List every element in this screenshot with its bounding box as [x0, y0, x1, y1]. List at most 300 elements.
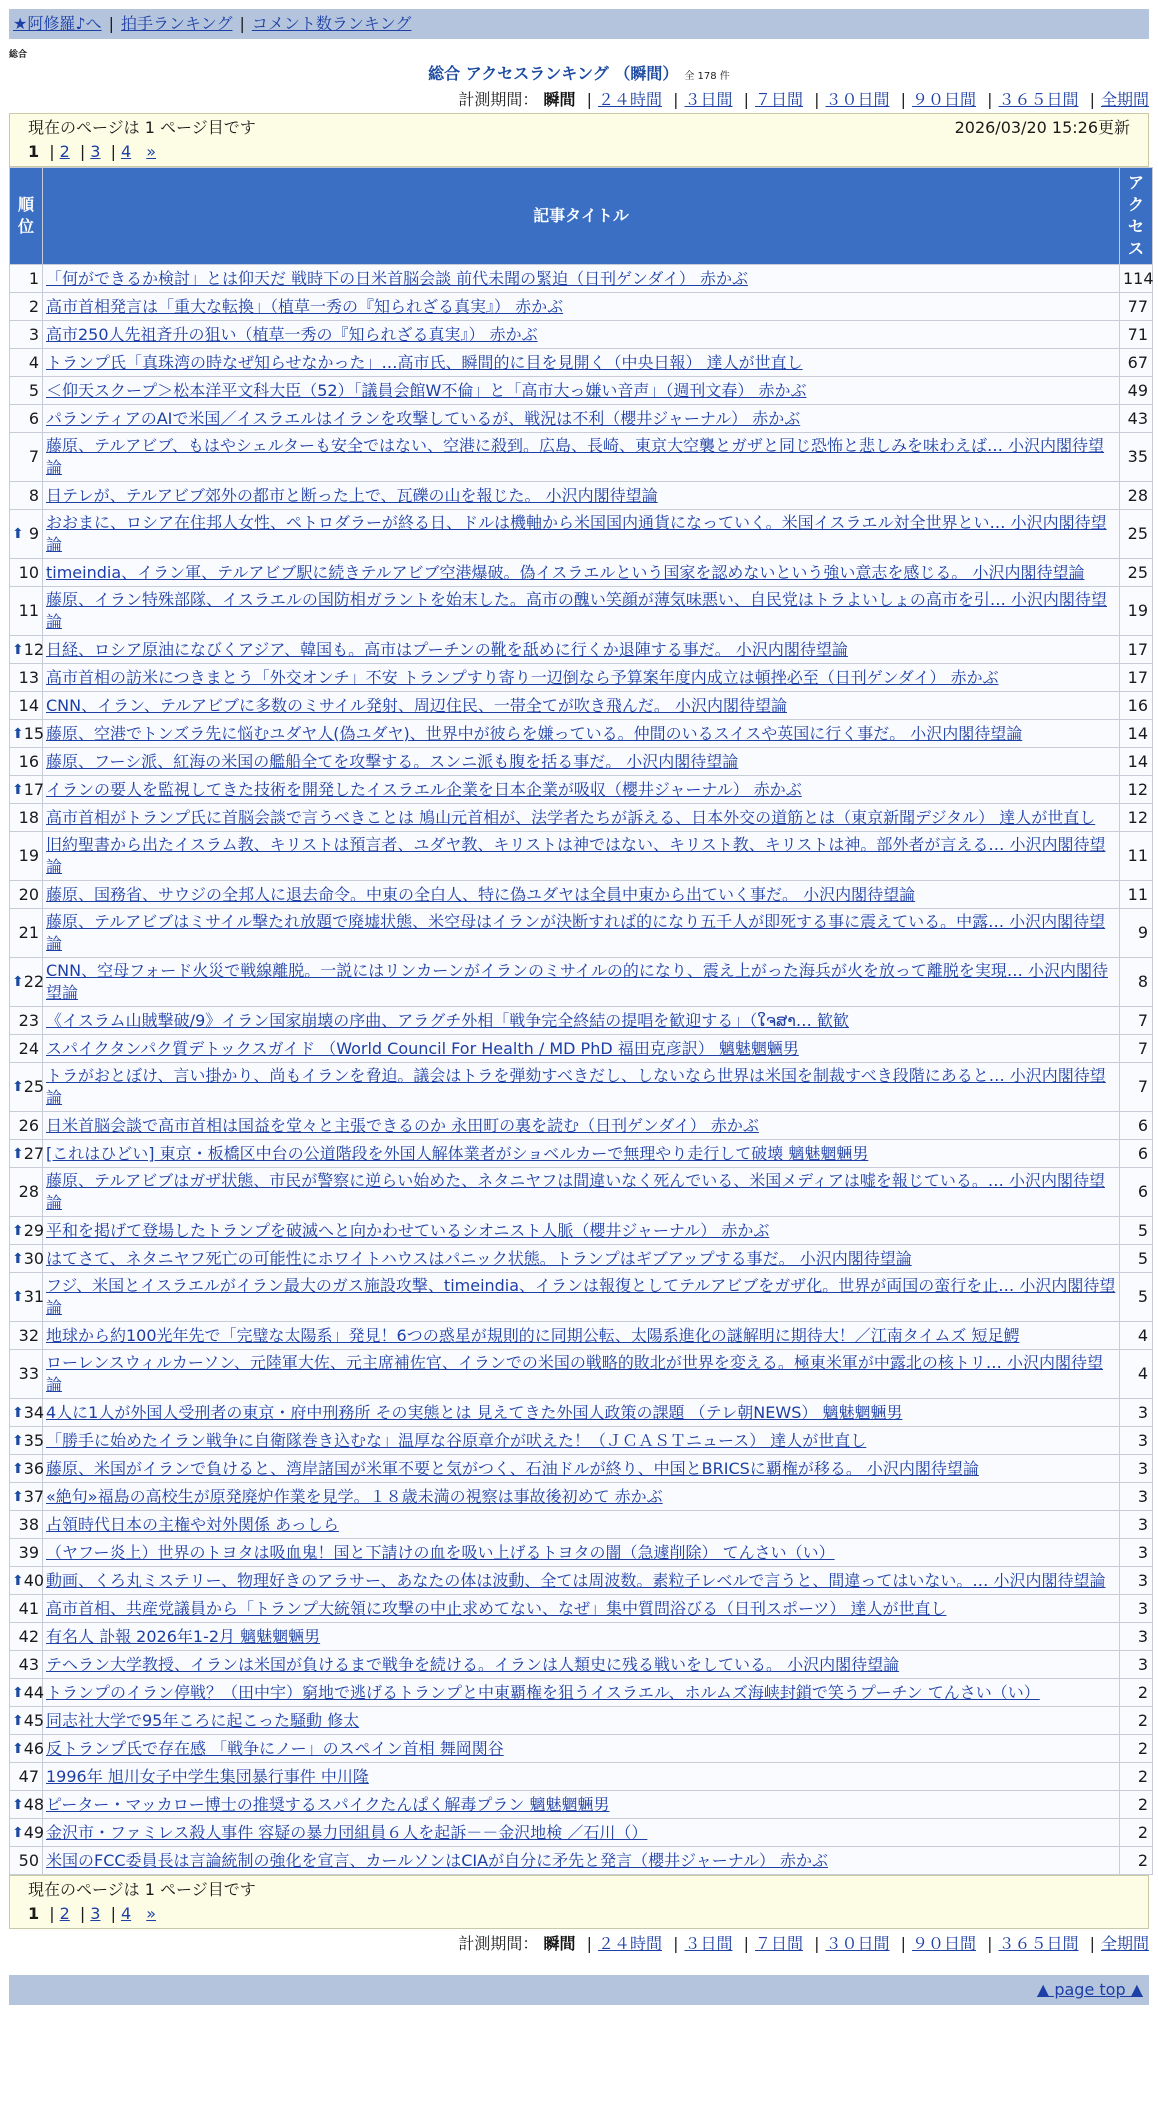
- up-arrow-icon: ⬆: [12, 1488, 24, 1505]
- access-count: 3: [1120, 1539, 1152, 1566]
- table-row: [10, 1245, 1152, 1272]
- table-row: [10, 804, 1152, 831]
- up-arrow-icon: ⬆: [12, 1572, 24, 1589]
- nav-link-comment-ranking[interactable]: コメント数ランキング: [251, 14, 412, 33]
- rank-number: 12: [23, 639, 45, 659]
- table-row: [10, 1483, 1152, 1510]
- table-row: [10, 405, 1152, 432]
- pager-bottom: 現在のページは 1 ページ目です 1 | 2 | 3 | 4 »: [9, 1875, 1149, 1929]
- table-row: [10, 1035, 1152, 1062]
- rank-number: 22: [23, 972, 45, 991]
- title-cell: [43, 1007, 1119, 1034]
- rank-cell: [10, 1007, 42, 1034]
- access-count: 17: [1120, 664, 1152, 691]
- rank-cell: [10, 587, 42, 635]
- access-count: 14: [1120, 720, 1152, 747]
- article-link[interactable]: 藤原、国務省、サウジの全邦人に退去命令。中東の全白人、特に偽ユダヤは全員中東から出ていく事だ。 小沢内閣待望論: [46, 884, 916, 904]
- rank-cell: [10, 482, 42, 509]
- rank-number: 45: [23, 1710, 45, 1730]
- title-cell: [43, 1217, 1119, 1244]
- page-status: 現在のページは 1 ページ目です: [28, 1880, 256, 1899]
- rank-cell: [10, 1168, 42, 1216]
- rank-number: 18: [18, 807, 39, 827]
- rank-cell: [10, 265, 42, 292]
- article-link[interactable]: 日米首脳会談で高市首相は国益を堂々と主張できるのか 永田町の裏を読む（日刊ゲンダイ） 赤かぶ: [46, 1115, 759, 1135]
- article-link[interactable]: 有名人 訃報 2026年1-2月 魑魅魍魎男: [46, 1626, 321, 1646]
- access-count: 4: [1120, 1350, 1152, 1398]
- page-top-link[interactable]: ▲ page top ▲: [1036, 1980, 1143, 1999]
- table-row: [10, 1217, 1152, 1244]
- table-row: [10, 748, 1152, 775]
- article-link[interactable]: ローレンスウィルカーソン、元陸軍大佐、元主席補佐官、イランでの米国の戦略的敗北が世界を変える。極東米軍が中露北の核トリ… 小沢内閣待望論: [46, 1353, 1104, 1394]
- rank-number: 5: [28, 380, 39, 400]
- article-link[interactable]: トランプのイラン停戦？（田中宇）窮地で逃げるトランプと中東覇権を狙うイスラエル、ホルムズ海峡封鎖で笑うプーチン てんさい（い）: [46, 1682, 1040, 1702]
- nav-link-ashura[interactable]: ★阿修羅♪へ: [13, 14, 102, 33]
- article-link[interactable]: ピーター・マッカロー博士の推奨するスパイクたんぱく解毒プラン 魑魅魍魎男: [46, 1794, 610, 1814]
- table-row: [10, 1567, 1152, 1594]
- access-count: 25: [1120, 510, 1152, 558]
- title-cell: [43, 909, 1119, 957]
- rank-number: 2: [28, 296, 39, 316]
- rank-cell: [10, 1791, 45, 1818]
- access-count: 71: [1120, 321, 1152, 348]
- title-cell: [43, 1140, 1119, 1167]
- period-3d[interactable]: ３日間: [684, 90, 733, 109]
- article-link[interactable]: 高市首相の訪米につきまとう「外交オンチ」不安 トランプすり寄り一辺倒なら予算案年度内成立は頓挫必至（日刊ゲンダイ） 赤かぶ: [46, 667, 999, 687]
- up-arrow-icon: ⬆: [12, 1824, 24, 1841]
- rank-cell: [10, 1819, 45, 1846]
- rank-cell: [10, 1112, 42, 1139]
- article-link[interactable]: 日経、ロシア原油になびくアジア、韓国も。高市はプーチンの靴を舐めに行くか退陣する事だ。 小沢内閣待望論: [46, 639, 848, 659]
- total-count: 全 178 件: [684, 71, 730, 82]
- rank-cell: [10, 1035, 42, 1062]
- rank-cell: [10, 349, 42, 376]
- article-link[interactable]: トラがおとぼけ、言い掛かり、尚もイランを脅迫。議会はトラを弾劾すべきだし、しないなら世界は米国を制裁すべき段階にあると… 小沢内閣待望論: [46, 1066, 1106, 1107]
- access-count: 6: [1120, 1168, 1152, 1216]
- rank-cell: [10, 1217, 45, 1244]
- article-link[interactable]: 米国のFCC委員長は言論統制の強化を宣言、カールソンはCIAが自分に矛先と発言（櫻井ジャーナル） 赤かぶ: [46, 1850, 829, 1870]
- access-count: 7: [1120, 1007, 1152, 1034]
- access-count: 3: [1120, 1651, 1152, 1678]
- period-selector-top: 計測期間： 瞬間 | ２４時間 | ３日間 | ７日間 | ３０日間 | ９０日間 | ３６５日間 | 全期間: [458, 90, 1149, 109]
- title-cell: [43, 1651, 1119, 1678]
- access-count: 25: [1120, 559, 1152, 586]
- access-count: 9: [1120, 909, 1152, 957]
- table-row: [10, 559, 1152, 586]
- rank-cell: [10, 1511, 42, 1538]
- article-link[interactable]: 旧約聖書から出たイスラム教、キリストは預言者、ユダヤ教、キリストは神ではない、キリスト教、キリストは神。部外者が言える… 小沢内閣待望論: [46, 835, 1106, 876]
- table-row: [10, 720, 1152, 747]
- article-link[interactable]: 《イスラム山賊撃破/9》イラン国家崩壊の序曲、アラグチ外相「戦争完全終結の提唱を歓迎する」（ໃຈສາ… 歓歓: [46, 1010, 850, 1030]
- up-arrow-icon: ⬆: [12, 1079, 24, 1095]
- table-row: [10, 349, 1152, 376]
- rank-number: 50: [18, 1850, 39, 1870]
- up-arrow-icon: ⬆: [12, 1712, 24, 1729]
- page-link-4[interactable]: 4: [120, 1904, 132, 1923]
- rank-number: 14: [18, 695, 39, 715]
- rank-cell: [10, 909, 42, 957]
- table-row: [10, 1707, 1152, 1734]
- rank-cell: [10, 1707, 45, 1734]
- page-next[interactable]: »: [146, 142, 157, 161]
- article-link[interactable]: パランティアのAIで米国／イスラエルはイランを攻撃しているが、戦況は不利（櫻井ジャーナル） 赤かぶ: [46, 408, 801, 428]
- period-7d[interactable]: ７日間: [754, 90, 803, 109]
- rank-cell: [10, 804, 42, 831]
- rank-number: 31: [23, 1287, 45, 1306]
- page-link-3[interactable]: 3: [90, 1904, 101, 1923]
- col-header-title: 記事タイトル: [43, 168, 1119, 264]
- access-count: 3: [1120, 1455, 1152, 1482]
- rank-number: 3: [28, 324, 39, 344]
- title-cell: [43, 1399, 1119, 1426]
- rank-number: 38: [18, 1514, 39, 1534]
- title-cell: [43, 1427, 1119, 1454]
- period-365d[interactable]: ３６５日間: [998, 1934, 1079, 1953]
- rank-cell: [10, 1735, 45, 1762]
- rank-number: 27: [23, 1143, 45, 1163]
- article-link[interactable]: フジ、米国とイスラエルがイラン最大のガス施設攻撃、timeindia、イランは報復としてテルアビブをガザ化。世界が両国の蛮行を止… 小沢内閣待望論: [46, 1276, 1116, 1317]
- rank-cell: [10, 1847, 42, 1874]
- period-all[interactable]: 全期間: [1100, 90, 1149, 109]
- top-nav-bar: [9, 9, 1149, 39]
- title-cell: [43, 1819, 1119, 1846]
- article-link[interactable]: 藤原、空港でトンズラ先に悩むユダヤ人(偽ユダヤ)、世界中が彼らを嫌っている。仲間のいるスイスや英国に行く事だ。 小沢内閣待望論: [46, 723, 1023, 743]
- rank-cell: [10, 958, 45, 1006]
- title-cell: [43, 1511, 1119, 1538]
- access-count: 6: [1120, 1112, 1152, 1139]
- access-count: 2: [1120, 1679, 1152, 1706]
- period-30d[interactable]: ３０日間: [825, 90, 890, 109]
- article-link[interactable]: 高市首相、共産党議員から「トランプ大統領に攻撃の中止求めてない、なぜ」集中質問浴びる（日刊スポーツ） 達人が世直し: [46, 1598, 947, 1618]
- title-cell: [43, 1322, 1119, 1349]
- title-cell: [43, 405, 1119, 432]
- title-cell: [43, 1847, 1119, 1874]
- rank-number: 29: [23, 1220, 45, 1240]
- table-row: [10, 510, 1152, 558]
- access-count: 19: [1120, 587, 1152, 635]
- article-link[interactable]: «絶句»福島の高校生が原発廃炉作業を見学。１８歳未満の視察は事故後初めて 赤かぶ: [46, 1486, 663, 1506]
- access-count: 3: [1120, 1623, 1152, 1650]
- title-cell: [43, 321, 1119, 348]
- rank-cell: [10, 377, 42, 404]
- rank-number: 17: [23, 779, 45, 799]
- up-arrow-icon: ⬆: [12, 1250, 24, 1267]
- access-count: 67: [1120, 349, 1152, 376]
- rank-number: 43: [18, 1654, 39, 1674]
- article-link[interactable]: [これはひどい] 東京・板橋区中台の公道階段を外国人解体業者がショベルカーで無理やり走行して破壊 魑魅魍魎男: [46, 1143, 869, 1163]
- article-link[interactable]: 藤原、テルアビブはガザ状態、市民が警察に逆らい始めた、ネタニヤフは間違いなく死んでいる、米国メディアは嘘を報じている。… 小沢内閣待望論: [46, 1171, 1106, 1212]
- nav-separator: |: [108, 14, 114, 33]
- article-link[interactable]: 日テレが、テルアビブ郊外の都市と断った上で、瓦礫の山を報じた。 小沢内閣待望論: [46, 485, 658, 505]
- rank-cell: [10, 1763, 42, 1790]
- access-count: 8: [1120, 958, 1152, 1006]
- access-count: 5: [1120, 1273, 1152, 1321]
- rank-cell: [10, 881, 42, 908]
- rank-cell: [10, 1595, 42, 1622]
- title-cell: [43, 1539, 1119, 1566]
- article-link[interactable]: CNN、空母フォード火災で戦線離脱。一説にはリンカーンがイランのミサイルの的になり、震え上がった海兵が火を放って離脱を実現… 小沢内閣待望論: [46, 961, 1108, 1002]
- rank-cell: [10, 1455, 45, 1482]
- article-link[interactable]: 藤原、テルアビブはミサイル撃たれ放題で廃墟状態、米空母はイランが決断すれば的になり五千人が即死する事に震えている。中露… 小沢内閣待望論: [46, 912, 1106, 953]
- article-link[interactable]: 藤原、フーシ派、紅海の米国の艦船全てを攻撃する。スンニ派も腹を括る事だ。 小沢内閣待望論: [46, 751, 739, 771]
- up-arrow-icon: ⬆: [12, 1222, 24, 1239]
- rank-cell: [10, 321, 42, 348]
- article-link[interactable]: CNN、イラン、テルアビブに多数のミサイル発射、周辺住民、一帯全てが吹き飛んだ。 小沢内閣待望論: [46, 695, 787, 715]
- rank-number: 4: [28, 352, 39, 372]
- page-top-bar: [9, 1975, 1149, 2005]
- table-row: [10, 1539, 1152, 1566]
- access-count: 49: [1120, 377, 1152, 404]
- access-count: 12: [1120, 776, 1152, 803]
- rank-cell: [10, 1483, 45, 1510]
- up-arrow-icon: ⬆: [12, 1432, 24, 1449]
- up-arrow-icon: ⬆: [12, 974, 24, 990]
- page-current: 1: [28, 1904, 40, 1923]
- table-row: [10, 1595, 1152, 1622]
- period-7d[interactable]: ７日間: [754, 1934, 803, 1953]
- title-cell: [43, 1707, 1119, 1734]
- rank-number: 1: [28, 268, 39, 288]
- table-row: [10, 1112, 1152, 1139]
- page-link-3[interactable]: 3: [90, 142, 101, 161]
- article-link[interactable]: 金沢市・ファミレス殺人事件 容疑の暴力団組員６人を起訴－－金沢地検 ／石川（）: [46, 1822, 648, 1842]
- up-arrow-icon: ⬆: [12, 1145, 24, 1162]
- title-cell: [43, 881, 1119, 908]
- rank-cell: [10, 1539, 42, 1566]
- rank-cell: [10, 832, 42, 880]
- title-cell: [43, 349, 1119, 376]
- rank-number: 11: [18, 601, 39, 620]
- table-row: [10, 692, 1152, 719]
- access-count: 35: [1120, 433, 1152, 481]
- article-link[interactable]: イランの要人を監視してきた技術を開発したイスラエル企業を日本企業が吸収（櫻井ジャーナル） 赤かぶ: [46, 779, 802, 799]
- article-link[interactable]: 藤原、テルアビブ、もはやシェルターも安全ではない、空港に殺到。広島、長崎、東京大空襲とガザと同じ恐怖と悲しみを味わえば… 小沢内閣待望論: [46, 436, 1105, 477]
- article-link[interactable]: 藤原、イラン特殊部隊、イスラエルの国防相ガラントを始末した。高市の醜い笑顔が薄気味悪い、自民党はトラよいしょの高市を引… 小沢内閣待望論: [46, 590, 1107, 631]
- rank-number: 19: [18, 846, 39, 865]
- title-cell: [43, 1112, 1119, 1139]
- rank-cell: [10, 405, 42, 432]
- rank-number: 46: [23, 1738, 45, 1758]
- rank-number: 25: [23, 1077, 45, 1096]
- rank-number: 44: [23, 1682, 45, 1702]
- period-365d[interactable]: ３６５日間: [998, 90, 1079, 109]
- rank-cell: [10, 1567, 45, 1594]
- table-row: [10, 1623, 1152, 1650]
- title-cell: [43, 1168, 1119, 1216]
- rank-cell: [10, 776, 45, 803]
- article-link[interactable]: 「何ができるか検討」とは仰天だ 戦時下の日米首脳会談 前代未聞の緊迫（日刊ゲンダイ） 赤かぶ: [46, 268, 748, 288]
- table-row: [10, 1651, 1152, 1678]
- title-cell: [43, 1483, 1119, 1510]
- title-cell: [43, 832, 1119, 880]
- rank-cell: [10, 1651, 42, 1678]
- ranking-title: 総合 アクセスランキング （瞬間）: [428, 64, 679, 83]
- article-link[interactable]: 高市首相発言は「重大な転換」（植草一秀の『知られざる真実』） 赤かぶ: [46, 296, 564, 316]
- article-link[interactable]: 藤原、米国がイランで負けると、湾岸諸国が米軍不要と気がつく、石油ドルが終り、中国とBRICSに覇権が移る。 小沢内閣待望論: [46, 1458, 979, 1478]
- rank-number: 39: [18, 1542, 39, 1562]
- article-link[interactable]: 動画、くろ丸ミステリー、物理好きのアラサー、あなたの体は波動、全ては周波数。素粒子レベルで言うと、間違ってはいない。… 小沢内閣待望論: [46, 1570, 1106, 1590]
- title-cell: [43, 1245, 1119, 1272]
- access-count: 16: [1120, 692, 1152, 719]
- access-count: 2: [1120, 1819, 1152, 1846]
- title-cell: [43, 1035, 1119, 1062]
- rank-cell: [10, 1063, 45, 1111]
- access-count: 3: [1120, 1427, 1152, 1454]
- nav-link-applause-ranking[interactable]: 拍手ランキング: [120, 14, 233, 33]
- rank-number: 26: [18, 1115, 39, 1135]
- table-row: [10, 776, 1152, 803]
- rank-cell: [10, 510, 42, 558]
- rank-cell: [10, 1350, 42, 1398]
- title-cell: [43, 559, 1119, 586]
- rank-number: 32: [18, 1325, 39, 1345]
- article-link[interactable]: 1996年 旭川女子中学生集団暴行事件 中川隆: [46, 1766, 369, 1786]
- period-selector-bottom: 計測期間： 瞬間 | ２４時間 | ３日間 | ７日間 | ３０日間 | ９０日間 | ３６５日間 | 全期間: [458, 1934, 1149, 1953]
- article-link[interactable]: 反トランプ氏で存在感 「戦争にノー」のスペイン首相 舞岡関谷: [46, 1738, 504, 1758]
- article-link[interactable]: トランプ氏「真珠湾の時なぜ知らせなかった」…高市氏、瞬間的に目を見開く（中央日報） 達人が世直し: [46, 352, 803, 372]
- title-cell: [43, 1595, 1119, 1622]
- title-cell: [43, 1791, 1119, 1818]
- title-cell: [43, 1350, 1119, 1398]
- article-link[interactable]: 高市首相がトランプ氏に首脳会談で言うべきことは 鳩山元首相が、法学者たちが訴える、日本外交の道筋とは（東京新聞デジタル） 達人が世直し: [46, 807, 1096, 827]
- rank-number: 6: [28, 408, 39, 428]
- table-row: [10, 1819, 1152, 1846]
- access-count: 4: [1120, 1322, 1152, 1349]
- article-link[interactable]: 4人に1人が外国人受刑者の東京・府中刑務所 その実態とは 見えてきた外国人政策の課題 （テレ朝NEWS） 魑魅魍魎男: [46, 1402, 903, 1422]
- title-cell: [43, 377, 1119, 404]
- table-row: [10, 377, 1152, 404]
- access-count: 6: [1120, 1140, 1152, 1167]
- rank-number: 16: [18, 751, 39, 771]
- col-header-rank: 順位: [10, 168, 42, 264]
- access-count: 3: [1120, 1483, 1152, 1510]
- rank-number: 9: [28, 524, 39, 543]
- page-link-2[interactable]: 2: [59, 142, 70, 161]
- article-link[interactable]: 「勝手に始めたイラン戦争に自衛隊巻き込むな」温厚な谷原章介が吠えた！（ＪＣＡＳＴニュース） 達人が世直し: [46, 1430, 867, 1450]
- table-row: [10, 1350, 1152, 1398]
- period-3d[interactable]: ３日間: [684, 1934, 733, 1953]
- rank-number: 36: [23, 1458, 45, 1478]
- table-row: [10, 1847, 1152, 1874]
- access-count: 14: [1120, 748, 1152, 775]
- pager-top: 現在のページは 1 ページ目です 2026/03/20 15:26更新 1 | 2 | 3 | 4 »: [9, 113, 1149, 167]
- table-row: [10, 1455, 1152, 1482]
- rank-cell: [10, 293, 42, 320]
- rank-number: 20: [18, 884, 39, 904]
- table-row: [10, 1511, 1152, 1538]
- rank-number: 48: [23, 1794, 45, 1814]
- table-row: [10, 1063, 1152, 1111]
- access-count: 3: [1120, 1595, 1152, 1622]
- period-90d[interactable]: ９０日間: [911, 1934, 976, 1953]
- access-count: 11: [1120, 881, 1152, 908]
- access-count: 11: [1120, 832, 1152, 880]
- table-row: [10, 832, 1152, 880]
- page-link-4[interactable]: 4: [120, 142, 132, 161]
- rank-cell: [10, 559, 42, 586]
- rank-number: 15: [23, 723, 45, 743]
- table-row: [10, 1273, 1152, 1321]
- article-link[interactable]: 占領時代日本の主権や対外関係 あっしら: [46, 1514, 339, 1534]
- period-all[interactable]: 全期間: [1100, 1934, 1149, 1953]
- access-count: 7: [1120, 1063, 1152, 1111]
- title-cell: [43, 1679, 1119, 1706]
- title-cell: [43, 692, 1119, 719]
- access-count: 2: [1120, 1763, 1152, 1790]
- access-count: 5: [1120, 1245, 1152, 1272]
- article-link[interactable]: はてさて、ネタニヤフ死亡の可能性にホワイトハウスはパニック状態。トランプはギブアップする事だ。 小沢内閣待望論: [46, 1248, 912, 1268]
- col-header-access: アクセス: [1120, 168, 1152, 264]
- table-row: [10, 1427, 1152, 1454]
- rank-number: 33: [18, 1364, 39, 1383]
- rank-cell: [10, 1245, 45, 1272]
- title-cell: [43, 482, 1119, 509]
- article-link[interactable]: ＜仰天スクープ＞松本洋平文科大臣（52）「議員会館W不倫」と「高市大っ嫌い音声」（週刊文春） 赤かぶ: [46, 380, 807, 400]
- rank-cell: [10, 748, 42, 775]
- up-arrow-icon: ⬆: [12, 1289, 24, 1305]
- period-30d[interactable]: ３０日間: [825, 1934, 890, 1953]
- rank-cell: [10, 1623, 42, 1650]
- access-count: 28: [1120, 482, 1152, 509]
- table-row: [10, 1399, 1152, 1426]
- table-row: [10, 1007, 1152, 1034]
- title-cell: [43, 776, 1119, 803]
- table-row: [10, 433, 1152, 481]
- period-24h[interactable]: ２４時間: [597, 1934, 662, 1953]
- rank-number: 30: [23, 1248, 45, 1268]
- article-link[interactable]: 平和を掲げて登場したトランプを破滅へと向かわせているシオニスト人脈（櫻井ジャーナル） 赤かぶ: [46, 1220, 770, 1240]
- period-current: 瞬間: [543, 90, 576, 109]
- page-current: 1: [28, 142, 40, 161]
- article-link[interactable]: テヘラン大学教授、イランは米国が負けるまで戦争を続ける。イランは人類史に残る戦いをしている。 小沢内閣待望論: [46, 1654, 900, 1674]
- up-arrow-icon: ⬆: [12, 1460, 24, 1477]
- table-row: [10, 1679, 1152, 1706]
- rank-cell: [10, 1273, 45, 1321]
- article-link[interactable]: おおまに、ロシア在住邦人女性、ペトロダラーが終る日、ドルは機軸から米国国内通貨になっていく。米国イスラエル対全世界とい… 小沢内閣待望論: [46, 513, 1107, 554]
- table-row: [10, 958, 1152, 1006]
- rank-cell: [10, 720, 45, 747]
- title-cell: [43, 510, 1119, 558]
- period-90d[interactable]: ９０日間: [911, 90, 976, 109]
- access-count: 7: [1120, 1035, 1152, 1062]
- rank-number: 8: [28, 485, 39, 505]
- title-cell: [43, 1063, 1119, 1111]
- table-row: [10, 321, 1152, 348]
- page-next[interactable]: »: [146, 1904, 157, 1923]
- table-row: [10, 909, 1152, 957]
- rank-number: 42: [18, 1626, 39, 1646]
- up-arrow-icon: ⬆: [12, 1740, 24, 1757]
- article-link[interactable]: 同志社大学で95年ころに起こった騒動 修太: [46, 1710, 360, 1730]
- rank-number: 49: [23, 1822, 45, 1842]
- article-link[interactable]: 地球から約100光年先で「完璧な太陽系」発見！6つの惑星が規則的に同期公転、太陽系進化の謎解明に期待大！／江南タイムズ 短足鰐: [46, 1325, 1020, 1345]
- article-link[interactable]: スパイクタンパク質デトックスガイド （World Council For Health / MD PhD 福田克彦訳） 魑魅魍魎男: [46, 1038, 799, 1058]
- rank-number: 13: [18, 667, 39, 687]
- rank-number: 23: [18, 1010, 39, 1030]
- page-link-2[interactable]: 2: [59, 1904, 70, 1923]
- title-cell: [43, 720, 1119, 747]
- period-24h[interactable]: ２４時間: [597, 90, 662, 109]
- article-link[interactable]: （ヤフー炎上）世界のトヨタは吸血鬼！国と下請けの血を吸い上げるトヨタの闇（急遽削除） てんさい（い）: [46, 1542, 835, 1562]
- access-count: 3: [1120, 1399, 1152, 1426]
- up-arrow-icon: ⬆: [12, 725, 24, 742]
- article-link[interactable]: 高市250人先祖斉升の狙い（植草一秀の『知られざる真実』） 赤かぶ: [46, 324, 538, 344]
- period-current: 瞬間: [543, 1934, 576, 1953]
- table-row: [10, 881, 1152, 908]
- access-count: 17: [1120, 636, 1152, 663]
- article-link[interactable]: timeindia、イラン軍、テルアビブ駅に続きテルアビブ空港爆破。偽イスラエルという国家を認めないという強い意志を感じる。 小沢内閣待望論: [46, 562, 1085, 582]
- table-row: [10, 1763, 1152, 1790]
